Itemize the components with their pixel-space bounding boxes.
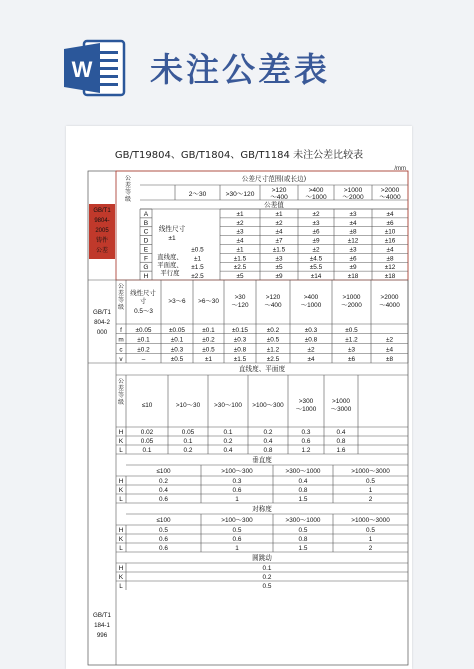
grade-cell: m bbox=[118, 336, 124, 344]
grade-label: 公 bbox=[117, 283, 125, 290]
straight-label: 直线度、 bbox=[157, 253, 183, 261]
grade-label: 级 bbox=[124, 196, 132, 203]
tolerance-value: 0.6 bbox=[301, 438, 311, 445]
tolerance-value: 0.6 bbox=[232, 536, 242, 543]
tolerance-value: 0.2 bbox=[262, 574, 272, 581]
tolerance-value: 0.1 bbox=[142, 447, 152, 454]
tolerance-value: ±0.2 bbox=[137, 346, 150, 354]
range-header: >30～120 bbox=[225, 191, 255, 198]
range-header: ～2000 bbox=[342, 194, 364, 201]
tolerance-value: ±1.5 bbox=[233, 255, 247, 263]
tolerance-value: ±6 bbox=[386, 219, 394, 227]
runout-title: 圆跳动 bbox=[252, 554, 272, 562]
tolerance-value: ±8 bbox=[349, 228, 357, 236]
tolerance-value: ±1 bbox=[204, 356, 213, 363]
grade-cell: E bbox=[143, 246, 149, 254]
grade-cell: B bbox=[143, 219, 149, 227]
tolerance-value: 0.2 bbox=[223, 438, 233, 445]
grade-label: 差 bbox=[124, 182, 132, 189]
tolerance-value: ±9 bbox=[312, 237, 320, 245]
tolerance-value: ±3 bbox=[236, 228, 244, 236]
range-header: >1000 bbox=[342, 294, 361, 301]
tolerance-value: 0.4 bbox=[263, 438, 273, 445]
range-header: ～1000 bbox=[295, 406, 317, 413]
tolerance-value: 0.8 bbox=[298, 536, 308, 543]
linear-label: 线性尺寸 bbox=[158, 225, 186, 233]
range-header: >3～6 bbox=[168, 298, 186, 305]
grade-label: 差 bbox=[117, 290, 125, 297]
tolerance-value: 0.8 bbox=[263, 447, 273, 454]
tolerance-value: ±5.5 bbox=[309, 264, 323, 272]
grade-cell: K bbox=[118, 536, 124, 543]
tolerance-value: – bbox=[141, 356, 146, 363]
grade-cell: H bbox=[118, 478, 124, 485]
range-header: >1000～3000 bbox=[351, 517, 390, 524]
tolerance-value: ±1.2 bbox=[345, 336, 358, 344]
grade-cell: f bbox=[120, 326, 122, 334]
tolerance-value: ±2 bbox=[312, 246, 320, 254]
tolerance-value: ±7 bbox=[275, 237, 283, 245]
range-header: ～120 bbox=[231, 302, 249, 309]
tolerance-value: 1.2 bbox=[301, 447, 311, 454]
tolerance-value: 0.05 bbox=[181, 429, 195, 436]
std1-label: 公差 bbox=[95, 247, 109, 254]
tolerance-value: ±3 bbox=[275, 255, 283, 263]
tolerance-value: 1 bbox=[368, 536, 373, 543]
std1-label: 铸件 bbox=[95, 237, 109, 244]
tolerance-value: ±4 bbox=[386, 246, 394, 254]
tolerance-value: 0.1 bbox=[223, 429, 233, 436]
grade-cell: K bbox=[118, 487, 124, 494]
tolerance-value: 0.5 bbox=[159, 527, 168, 534]
tolerance-value: ±2.5 bbox=[233, 264, 247, 272]
tolerance-value: ±2 bbox=[385, 336, 394, 344]
grade-label: 级 bbox=[117, 399, 125, 406]
document-page bbox=[66, 126, 412, 669]
tolerance-value: ±0.2 bbox=[202, 336, 215, 344]
tolerance-value: ±1.5 bbox=[191, 264, 204, 272]
std2-label: GB/T1 bbox=[93, 309, 111, 316]
std3-label: GB/T1 bbox=[93, 612, 111, 619]
range-header: ～4000 bbox=[379, 302, 400, 309]
grade-label: 等 bbox=[117, 297, 125, 304]
range-header: >120 bbox=[265, 294, 281, 301]
range-header: >300～1000 bbox=[285, 468, 321, 475]
tolerance-value: 0.3 bbox=[232, 478, 242, 485]
tolerance-value: ±0.3 bbox=[170, 346, 184, 354]
tolerance-value: 0.6 bbox=[159, 496, 168, 503]
grade-cell: F bbox=[143, 255, 149, 263]
grade-cell: H bbox=[143, 273, 149, 280]
straight-label: 平行度 bbox=[160, 269, 180, 277]
tolerance-value: 2 bbox=[368, 545, 373, 552]
tolerance-value: ±0.05 bbox=[135, 326, 152, 334]
tolerance-value: ±14 bbox=[310, 273, 322, 280]
range-header: >30～100 bbox=[214, 402, 242, 409]
std2-label: 000 bbox=[96, 329, 108, 336]
range-header: ～4000 bbox=[379, 194, 401, 201]
tolerance-value: ±5 bbox=[275, 264, 283, 272]
tolerance-value: 1 bbox=[235, 496, 239, 503]
tolerance-value: 0.6 bbox=[159, 545, 168, 552]
tolerance-value: ±2 bbox=[307, 346, 315, 354]
tolerance-value: ±4 bbox=[349, 219, 357, 227]
range-header: ～2000 bbox=[341, 302, 362, 309]
range-header: >300～1000 bbox=[285, 517, 321, 524]
range-header: >2000 bbox=[380, 187, 400, 194]
tolerance-value: ±0.15 bbox=[232, 326, 248, 334]
tolerance-value: ±0.8 bbox=[304, 336, 318, 344]
tolerance-value: ±3 bbox=[312, 219, 320, 227]
tolerance-value: ±3 bbox=[349, 210, 357, 218]
tolerance-value: ±0.3 bbox=[304, 326, 318, 334]
tolerance-value: ±0.1 bbox=[170, 336, 184, 344]
grade-label: 等 bbox=[124, 189, 132, 196]
tolerance-value: ±0.1 bbox=[137, 336, 150, 344]
tolerance-value: 0.5 bbox=[262, 583, 272, 590]
perpendicularity-title: 垂直度 bbox=[252, 456, 272, 464]
tolerance-value: ±12 bbox=[384, 264, 396, 272]
grade-cell: H bbox=[118, 527, 124, 534]
tolerance-value: ±0.1 bbox=[202, 326, 215, 334]
range-header: ≤100 bbox=[156, 517, 171, 524]
tolerance-value: ±1 bbox=[236, 246, 244, 254]
tolerance-value: ±0.05 bbox=[169, 326, 185, 334]
tolerance-value: ±3 bbox=[347, 346, 356, 354]
tolerance-value: ±1.5 bbox=[233, 356, 247, 363]
std1-label: GB/T1 bbox=[93, 208, 111, 214]
tolerance-value: 2 bbox=[368, 496, 373, 503]
tolerance-value: 0.4 bbox=[223, 447, 233, 454]
tolerance-value: ±18 bbox=[347, 273, 359, 280]
straight-label: 平面度、 bbox=[157, 261, 183, 269]
linear-label: 寸 bbox=[139, 297, 147, 305]
range-header: >300 bbox=[298, 398, 314, 405]
range-header: >100～300 bbox=[221, 468, 253, 475]
grade-cell: L bbox=[119, 545, 123, 552]
tolerance-value: 0.8 bbox=[336, 438, 346, 445]
range-label: 公差尺寸范围(或长边) bbox=[241, 175, 307, 183]
tolerance-value: 0.2 bbox=[263, 429, 273, 436]
tolerance-value: ±1.5 bbox=[272, 246, 286, 254]
range-header: >1000～3000 bbox=[351, 468, 390, 475]
tolerance-value: ±3 bbox=[349, 246, 357, 254]
tolerance-value: ±4 bbox=[385, 346, 394, 354]
range-header: ≤10 bbox=[141, 402, 153, 409]
tolerance-value: ±0.2 bbox=[266, 326, 280, 334]
tolerance-value: 0.4 bbox=[336, 429, 346, 436]
grade-cell: c bbox=[119, 346, 123, 354]
grade-cell: L bbox=[119, 496, 123, 503]
range-header: 2～30 bbox=[188, 191, 207, 198]
tolerance-value: 0.2 bbox=[159, 478, 168, 485]
grade-cell: H bbox=[118, 565, 124, 572]
tolerance-value: ±18 bbox=[384, 273, 396, 280]
range-header: >6～30 bbox=[198, 298, 219, 305]
tolerance-value: ±4 bbox=[236, 237, 244, 245]
tolerance-value: ±2 bbox=[312, 210, 320, 218]
tolerance-value: ±4 bbox=[275, 228, 283, 236]
tolerance-value: ±0.5 bbox=[266, 336, 280, 344]
grade-label: 级 bbox=[117, 304, 125, 311]
tolerance-value: 0.1 bbox=[183, 438, 193, 445]
tolerance-value: 0.05 bbox=[140, 438, 154, 445]
std1-label: 9804- bbox=[94, 218, 110, 224]
range-header: ～1000 bbox=[300, 302, 322, 309]
tolerance-value: 0.4 bbox=[159, 487, 168, 494]
tolerance-value: 1.5 bbox=[298, 496, 308, 503]
tolerance-value: ±5 bbox=[236, 273, 244, 280]
tolerance-value: ±0.8 bbox=[233, 346, 247, 354]
range-header: >120 bbox=[271, 187, 287, 194]
straight-title: 直线度、平面度 bbox=[238, 365, 286, 373]
document-header bbox=[0, 0, 474, 118]
tolerance-value: ±8 bbox=[386, 255, 394, 263]
tolerance-value: ±0.5 bbox=[191, 246, 204, 254]
tolerance-value: ±4 bbox=[386, 210, 394, 218]
tolerance-value: 0.8 bbox=[298, 487, 308, 494]
tolerance-value: 0.4 bbox=[298, 478, 308, 485]
range-header: ≤100 bbox=[156, 468, 171, 475]
grade-label: 差 bbox=[117, 385, 125, 392]
tolerance-value: 1 bbox=[368, 487, 373, 494]
tolerance-value: 0.5 bbox=[232, 527, 242, 534]
tolerance-value: 0.5 bbox=[366, 527, 375, 534]
tolerance-value: ±0.3 bbox=[233, 336, 247, 344]
range-header: 0.5～3 bbox=[134, 308, 153, 315]
grade-cell: C bbox=[143, 228, 149, 236]
tolerance-value: ±2 bbox=[275, 219, 283, 227]
tolerance-value: ±10 bbox=[384, 228, 396, 236]
grade-cell: v bbox=[119, 356, 123, 363]
tolerance-value: ±1 bbox=[236, 210, 244, 218]
range-header: >30 bbox=[234, 294, 246, 301]
range-header: ～3000 bbox=[330, 406, 352, 413]
tolerance-value: ±6 bbox=[312, 228, 320, 236]
tolerance-value: 0.5 bbox=[366, 478, 375, 485]
tolerance-value: ±0.5 bbox=[170, 356, 184, 363]
std3-label: 184-1 bbox=[94, 622, 110, 629]
tolerance-value: ±1 bbox=[275, 210, 283, 218]
tolerance-value: 0.6 bbox=[232, 487, 242, 494]
tolerance-value: 0.02 bbox=[140, 429, 154, 436]
range-header: ～400 bbox=[264, 302, 282, 309]
tolerance-value: 0.2 bbox=[183, 447, 193, 454]
tolerance-value: ±12 bbox=[347, 237, 359, 245]
grade-label: 等 bbox=[117, 392, 125, 399]
tolerance-value: ±2 bbox=[236, 219, 244, 227]
range-header: >10～30 bbox=[175, 402, 201, 409]
range-header: >400 bbox=[308, 187, 324, 194]
tolerance-value: 1 bbox=[235, 545, 239, 552]
range-header: >100～300 bbox=[221, 517, 253, 524]
symmetry-title: 对称度 bbox=[252, 505, 272, 513]
range-header: >1000 bbox=[343, 187, 363, 194]
tolerance-value: ±16 bbox=[384, 237, 396, 245]
tolerance-value: ±1.2 bbox=[266, 346, 280, 354]
tolerance-value: ±9 bbox=[349, 264, 357, 272]
grade-cell: D bbox=[143, 237, 149, 245]
word-icon bbox=[62, 35, 128, 101]
range-header: >100～300 bbox=[252, 402, 284, 409]
grade-cell: G bbox=[143, 264, 149, 272]
std1-label: 2005 bbox=[95, 228, 109, 234]
tolerance-value: ±6 bbox=[347, 356, 356, 363]
grade-cell: L bbox=[119, 583, 123, 590]
tolerance-value: ±6 bbox=[349, 255, 357, 263]
tolerance-value: 0.3 bbox=[301, 429, 311, 436]
linear-label: ±1 bbox=[168, 235, 176, 242]
tolerance-value: ±4 bbox=[307, 356, 315, 363]
range-header: >2000 bbox=[380, 294, 399, 301]
range-header: ～400 bbox=[270, 194, 288, 201]
tolerance-value: ±0.5 bbox=[202, 346, 215, 354]
document-title: 未注公差表 bbox=[150, 50, 330, 89]
grade-cell: K bbox=[118, 574, 124, 581]
tolerance-value: 0.1 bbox=[262, 565, 272, 572]
grade-cell: H bbox=[118, 429, 124, 436]
tolerance-value: ±9 bbox=[275, 273, 283, 280]
std3-label: 996 bbox=[96, 632, 108, 639]
grade-cell: A bbox=[143, 210, 149, 218]
std2-label: 804-2 bbox=[94, 319, 110, 326]
tolerance-value: ±1 bbox=[193, 255, 202, 263]
tolerance-table bbox=[88, 171, 408, 665]
tolerance-value: ±2.5 bbox=[191, 273, 204, 280]
tolerance-value: 0.5 bbox=[298, 527, 308, 534]
tolerance-value: ±8 bbox=[385, 356, 394, 363]
grade-cell: K bbox=[118, 438, 124, 445]
grade-label: 公 bbox=[117, 378, 125, 385]
range-header: >1000 bbox=[332, 398, 350, 405]
table-title: GB/T19804、GB/T1804、GB/T1184 未注公差比较表 bbox=[114, 150, 364, 161]
tolerance-value: ±0.5 bbox=[345, 326, 358, 334]
svg-text:W: W bbox=[71, 57, 93, 82]
tolerance-value: ±4.5 bbox=[309, 255, 323, 263]
tolerance-value: 1.6 bbox=[336, 447, 346, 454]
grade-label: 公 bbox=[124, 175, 132, 182]
grade-cell: L bbox=[119, 447, 123, 454]
unit-label: /mm bbox=[394, 166, 406, 172]
tolerance-value: 0.6 bbox=[159, 536, 168, 543]
range-header: ～1000 bbox=[305, 194, 327, 201]
value-label: 公差值 bbox=[264, 201, 284, 209]
linear-label: 线性尺寸 bbox=[130, 289, 156, 297]
tolerance-value: 1.5 bbox=[298, 545, 308, 552]
range-header: >400 bbox=[303, 294, 319, 301]
tolerance-value: ±2.5 bbox=[266, 356, 280, 363]
